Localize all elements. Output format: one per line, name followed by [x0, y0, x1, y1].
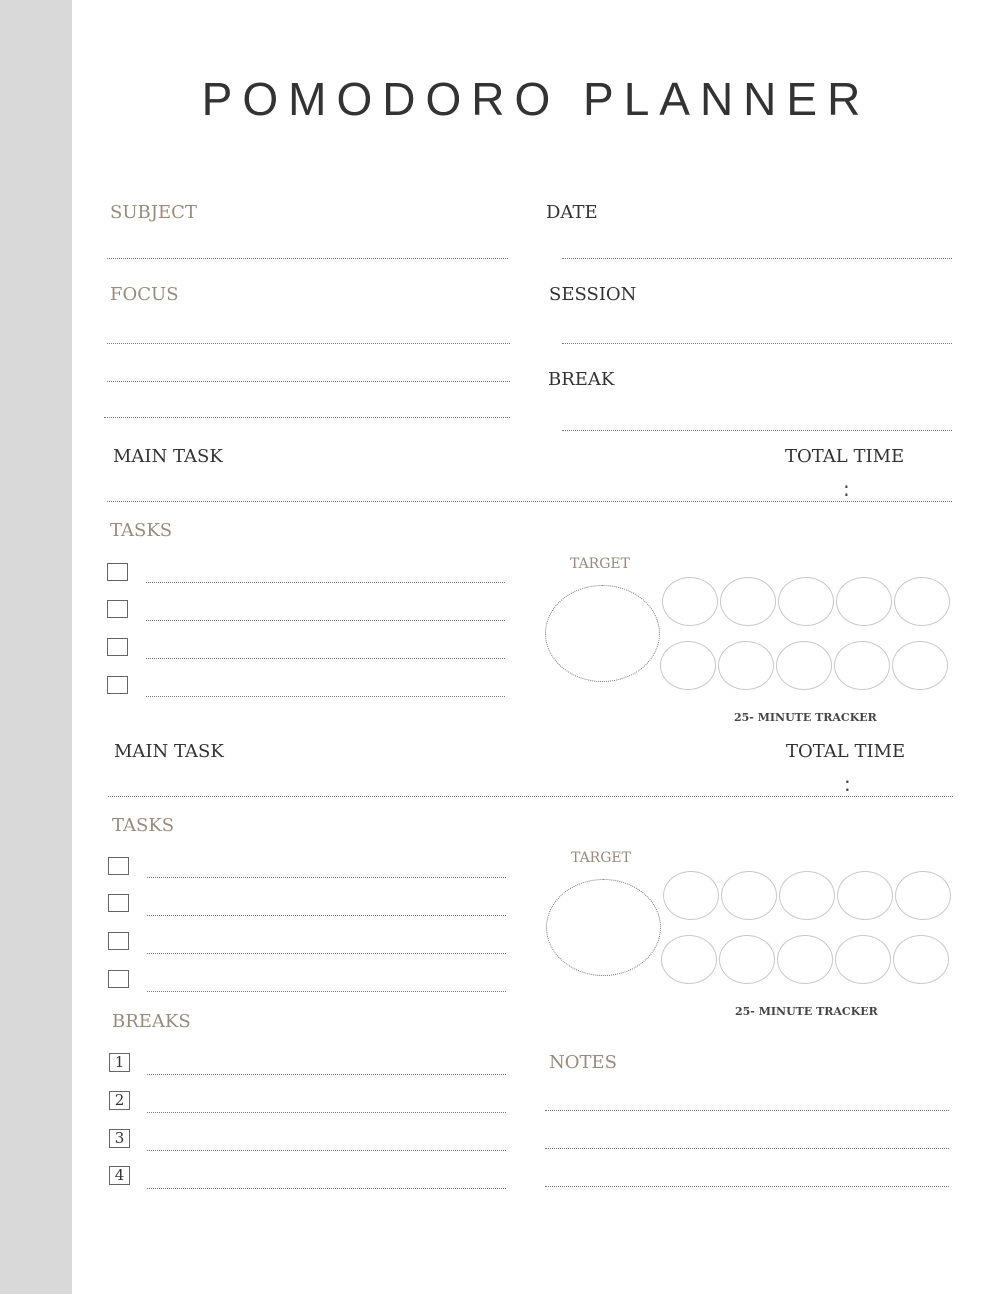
tracker-circle[interactable]: [894, 577, 950, 626]
total-time-label-1: TOTAL TIME: [785, 446, 905, 467]
subject-line[interactable]: [107, 258, 508, 259]
break-number-box[interactable]: 1: [109, 1053, 130, 1072]
task-checkbox[interactable]: [108, 932, 129, 950]
breaks-label: BREAKS: [112, 1011, 191, 1032]
tracker-circle[interactable]: [778, 577, 834, 626]
task-line[interactable]: [147, 991, 506, 992]
tasks-label-1: TASKS: [110, 520, 173, 541]
focus-label: FOCUS: [110, 284, 179, 305]
tracker-circle[interactable]: [718, 641, 774, 690]
page-title: POMODORO PLANNER: [201, 73, 871, 125]
break-number-box[interactable]: 2: [109, 1091, 130, 1110]
task-checkbox[interactable]: [108, 857, 129, 875]
break-number-box[interactable]: 3: [109, 1129, 130, 1148]
tracker-circle[interactable]: [662, 577, 718, 626]
task-line[interactable]: [146, 620, 505, 621]
gray-spine: [0, 0, 72, 1294]
tracker-circle[interactable]: [779, 871, 835, 920]
session-line[interactable]: [562, 343, 952, 344]
notes-line[interactable]: [545, 1148, 949, 1149]
break-number-box[interactable]: 4: [109, 1166, 130, 1185]
break-label: BREAK: [548, 369, 615, 390]
break-line[interactable]: [562, 430, 952, 431]
total-time-label-2: TOTAL TIME: [786, 741, 906, 762]
tracker-circle[interactable]: [893, 935, 949, 984]
tracker-circle[interactable]: [777, 935, 833, 984]
subject-label: SUBJECT: [110, 202, 197, 223]
tracker-circle[interactable]: [834, 641, 890, 690]
tracker-circle[interactable]: [895, 871, 951, 920]
break-line[interactable]: [147, 1112, 506, 1113]
tracker-circle[interactable]: [835, 935, 891, 984]
task-checkbox[interactable]: [108, 894, 129, 912]
focus-line-3[interactable]: [104, 417, 510, 418]
task-line[interactable]: [147, 915, 506, 916]
task-line[interactable]: [146, 582, 505, 583]
break-line[interactable]: [147, 1150, 506, 1151]
tracker-circle[interactable]: [719, 935, 775, 984]
task-checkbox[interactable]: [107, 638, 128, 656]
task-line[interactable]: [146, 658, 505, 659]
focus-line-1[interactable]: [107, 343, 510, 344]
target-circle-1[interactable]: [545, 585, 660, 682]
focus-line-2[interactable]: [107, 381, 510, 382]
tracker-circle[interactable]: [661, 935, 717, 984]
tracker-circle[interactable]: [892, 641, 948, 690]
tasks-label-2: TASKS: [112, 815, 175, 836]
main-task-line-1[interactable]: [107, 501, 952, 502]
notes-label: NOTES: [549, 1052, 617, 1073]
task-checkbox[interactable]: [107, 563, 128, 581]
main-task-line-2[interactable]: [108, 796, 953, 797]
task-checkbox[interactable]: [107, 676, 128, 694]
tracker-circle[interactable]: [776, 641, 832, 690]
task-line[interactable]: [147, 953, 506, 954]
main-task-label-1: MAIN TASK: [113, 446, 223, 467]
tracker-circle[interactable]: [720, 577, 776, 626]
target-circle-2[interactable]: [546, 879, 661, 976]
tracker-circle[interactable]: [663, 871, 719, 920]
tracker-circle[interactable]: [837, 871, 893, 920]
date-line[interactable]: [562, 258, 952, 259]
tracker-label-1: 25- MINUTE TRACKER: [734, 711, 877, 724]
task-checkbox[interactable]: [107, 600, 128, 618]
notes-line[interactable]: [545, 1110, 949, 1111]
tracker-label-2: 25- MINUTE TRACKER: [735, 1005, 878, 1018]
tracker-circle[interactable]: [660, 641, 716, 690]
task-line[interactable]: [146, 696, 505, 697]
date-label: DATE: [546, 202, 598, 223]
target-label-2: TARGET: [571, 850, 631, 866]
session-label: SESSION: [549, 284, 637, 305]
break-line[interactable]: [147, 1074, 506, 1075]
time-colon-1: :: [843, 477, 850, 501]
break-line[interactable]: [147, 1188, 506, 1189]
notes-line[interactable]: [545, 1186, 949, 1187]
tracker-circle[interactable]: [836, 577, 892, 626]
main-task-label-2: MAIN TASK: [114, 741, 224, 762]
time-colon-2: :: [844, 772, 851, 796]
task-checkbox[interactable]: [108, 970, 129, 988]
tracker-circle[interactable]: [721, 871, 777, 920]
target-label-1: TARGET: [570, 556, 630, 572]
task-line[interactable]: [147, 877, 506, 878]
